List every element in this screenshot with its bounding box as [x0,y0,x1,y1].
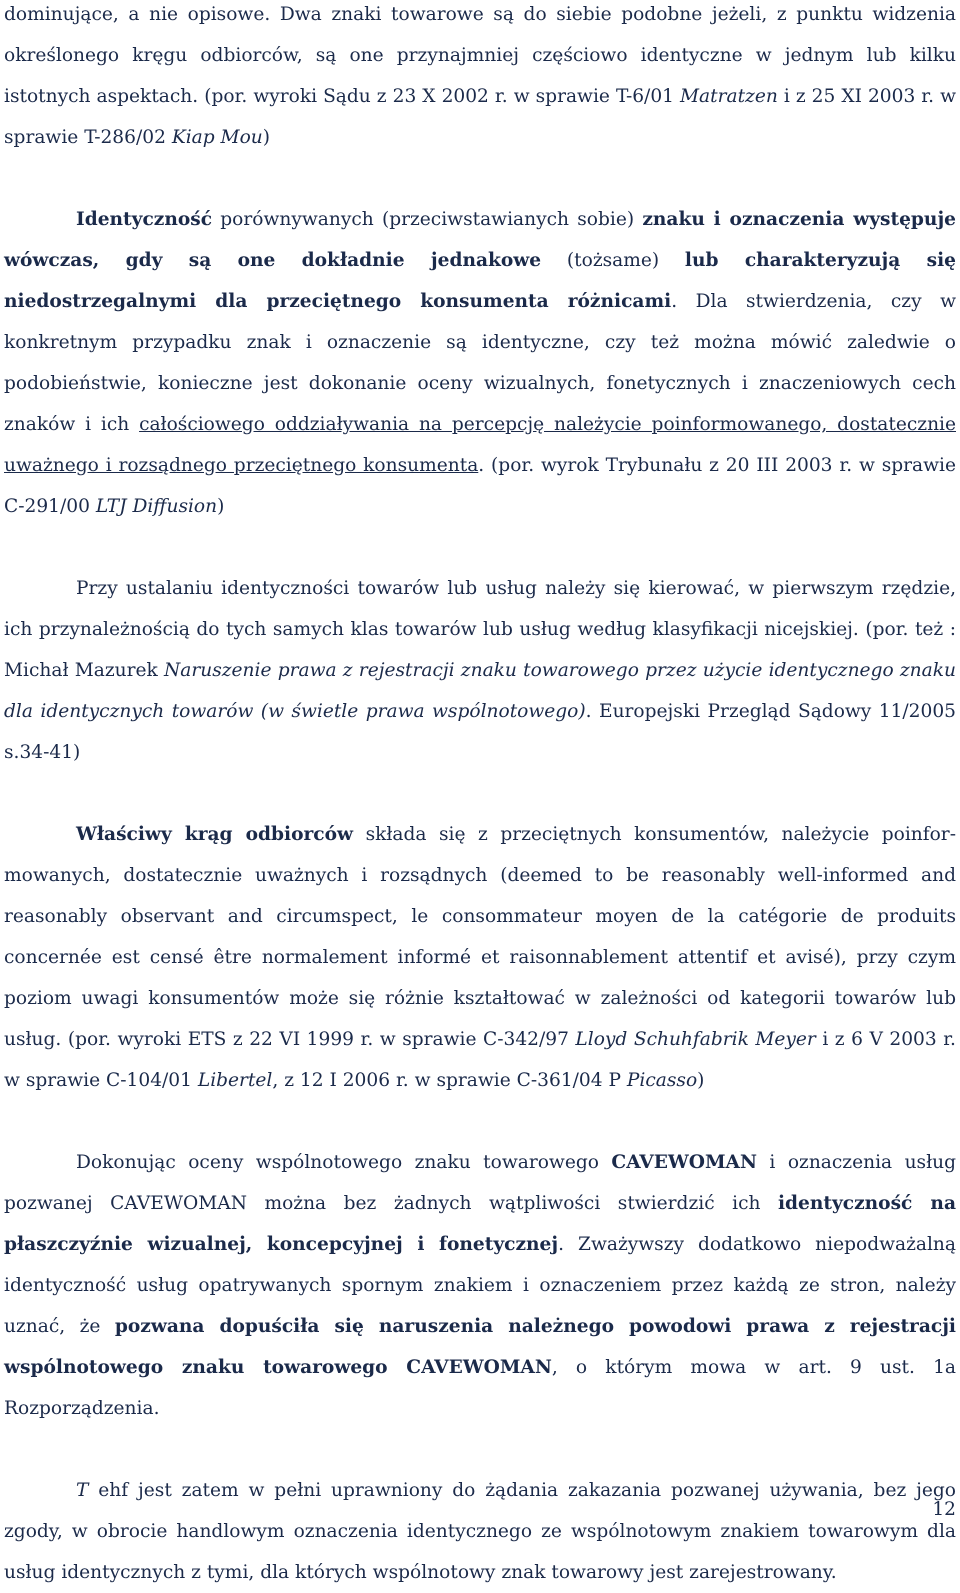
text-run: porównywanych (przeciwstawianych sobie) [212,209,643,230]
text-run: i oznaczenia usług pozwanej CAVEWOMAN można bez żadnych wątpliwości stwierdzić ich [4,1152,957,1214]
text-run-bold: znaku i oznaczenia występuje wówczas, gdy są one dokładnie jednakowe [4,209,956,271]
paragraph-gap [4,773,956,814]
text-run-bold: lub charakteryzują się niedostrzegalnymi dla przeciętnego konsumenta różnicami [4,250,956,312]
text-run-italic: LTJ Diffusion [95,496,218,517]
text-run: składa się z przeciętnych konsumentów, należycie poinfor- mowanych, dostatecznie uważnych i rozsądnych (deemed to be reasonably well-informed and reasonably observant and circumspect, le consommateur moyen de la catégorie de produits concernée est censé être normalement informé et raisonnablement attentif et avisé), przy czym poziom uwagi konsumentów może się różnie kształtować w zależności od kategorii towarów lub usług. (por. wyroki ETS z 22 VI 1999 r. w sprawie C-342/97 [4,824,956,1050]
paragraph-gap [4,527,956,568]
paragraph-conclusion [4,1470,956,1593]
text-run-italic: T [76,1480,89,1501]
paragraph-relevant-public [4,814,956,1101]
text-run-italic: Lloyd Schuhfabrik Meyer [575,1029,816,1050]
paragraph-0 [4,0,956,158]
paragraph-cavewoman-assessment [4,1142,956,1429]
text-run: . Dla stwierdzenia, czy w konkretnym przypadku znak i oznaczenie są identyczne, czy też można mówić zaledwie o podobieństwie, konieczne jest dokonanie oceny wizualnych, fonetycznych i znaczeniowych cech znaków i ich [4,291,957,435]
text-run: ) [697,1070,705,1091]
text-run: Przy ustalaniu identyczności towarów lub usług należy się kierować, w pierwszym rzędzie, ich przynależnością do tych samych klas towarów lub usług według klasyfikacji nicejskiej. (por. też : Michał Mazurek [4,578,956,681]
text-run: dominujące, a nie opisowe. Dwa znaki towarowe są do siebie podobne jeżeli, z punktu widzenia określonego kręgu odbiorców, są one przynajmniej częściowo identyczne w jednym lub kilku istotnych aspektach. (por. wyroki Sądu z 23 X 2002 r. w sprawie T-6/01 [4,4,956,107]
text-run-underline: całościowego oddziaływania na percepcję należycie poinformowanego, dostatecznie uważnego i rozsądnego przeciętnego konsumenta [4,414,956,476]
text-run: , z 12 I 2006 r. w sprawie C-361/04 P [272,1070,627,1091]
text-run: . Europejski Przegląd Sądowy 11/2005 s.34-41) [4,701,957,763]
text-run-bold: CAVEWOMAN [611,1152,757,1173]
paragraph-goods-identity [4,568,956,773]
text-run: i z 25 XI 2003 r. w sprawie T-286/02 [4,86,956,148]
paragraph-gap [4,158,956,199]
paragraph-gap [4,1429,956,1470]
text-run-bold: Właściwy krąg odbiorców [76,824,354,845]
text-run: (tożsame) [541,250,685,271]
text-run: ) [217,496,225,517]
paragraph-gap [4,1101,956,1142]
text-run-italic: Picasso [626,1070,698,1091]
paragraph-identity-definition [4,199,956,527]
text-run-italic: Libertel [197,1070,273,1091]
text-run: . Zważywszy dodatkowo niepodważalną identyczność usług opatrywanych spornym znakiem i oznaczeniem przez każdą ze stron, należy uznać, że [4,1234,956,1337]
text-run-italic: Naruszenie prawa z rejestracji znaku towarowego przez użycie identycznego znaku dla identycznych towarów (w świetle prawa wspólnotowego) [4,660,956,722]
text-run-italic: Kiap Mou [171,127,263,148]
text-run: , o którym mowa w art. 9 ust. 1a Rozporządzenia. [4,1357,957,1419]
text-run-bold: Identyczność [76,209,213,230]
text-run: ) [262,127,271,148]
text-run: Dokonując oceny wspólnotowego znaku towarowego [76,1152,612,1173]
text-run-bold: pozwana dopuściła się naruszenia należnego powodowi prawa z rejestracji wspólnotowego znaku towarowego CAVEWOMAN [4,1316,956,1378]
text-run: i z 6 V 2003 r. w sprawie C-104/01 [4,1029,956,1091]
document-page [4,0,956,1593]
text-run-italic: Matratzen [680,86,778,107]
text-run: ehf jest zatem w pełni uprawniony do żądania zakazania pozwanej używania, bez jego zgody, w obrocie handlowym oznaczenia identycznego ze wspólnotowym znakiem towarowym dla usług identycznych z tymi, dla których wspólnotowy znak towarowy jest zarejestrowany. [4,1480,956,1583]
page-number: 12 [932,1499,956,1520]
text-run-bold: identyczność na płaszczyźnie wizualnej, koncepcyjnej i fonetycznej [4,1193,956,1255]
text-run: . (por. wyrok Trybunału z 20 III 2003 r. w sprawie C-291/00 [4,455,956,517]
